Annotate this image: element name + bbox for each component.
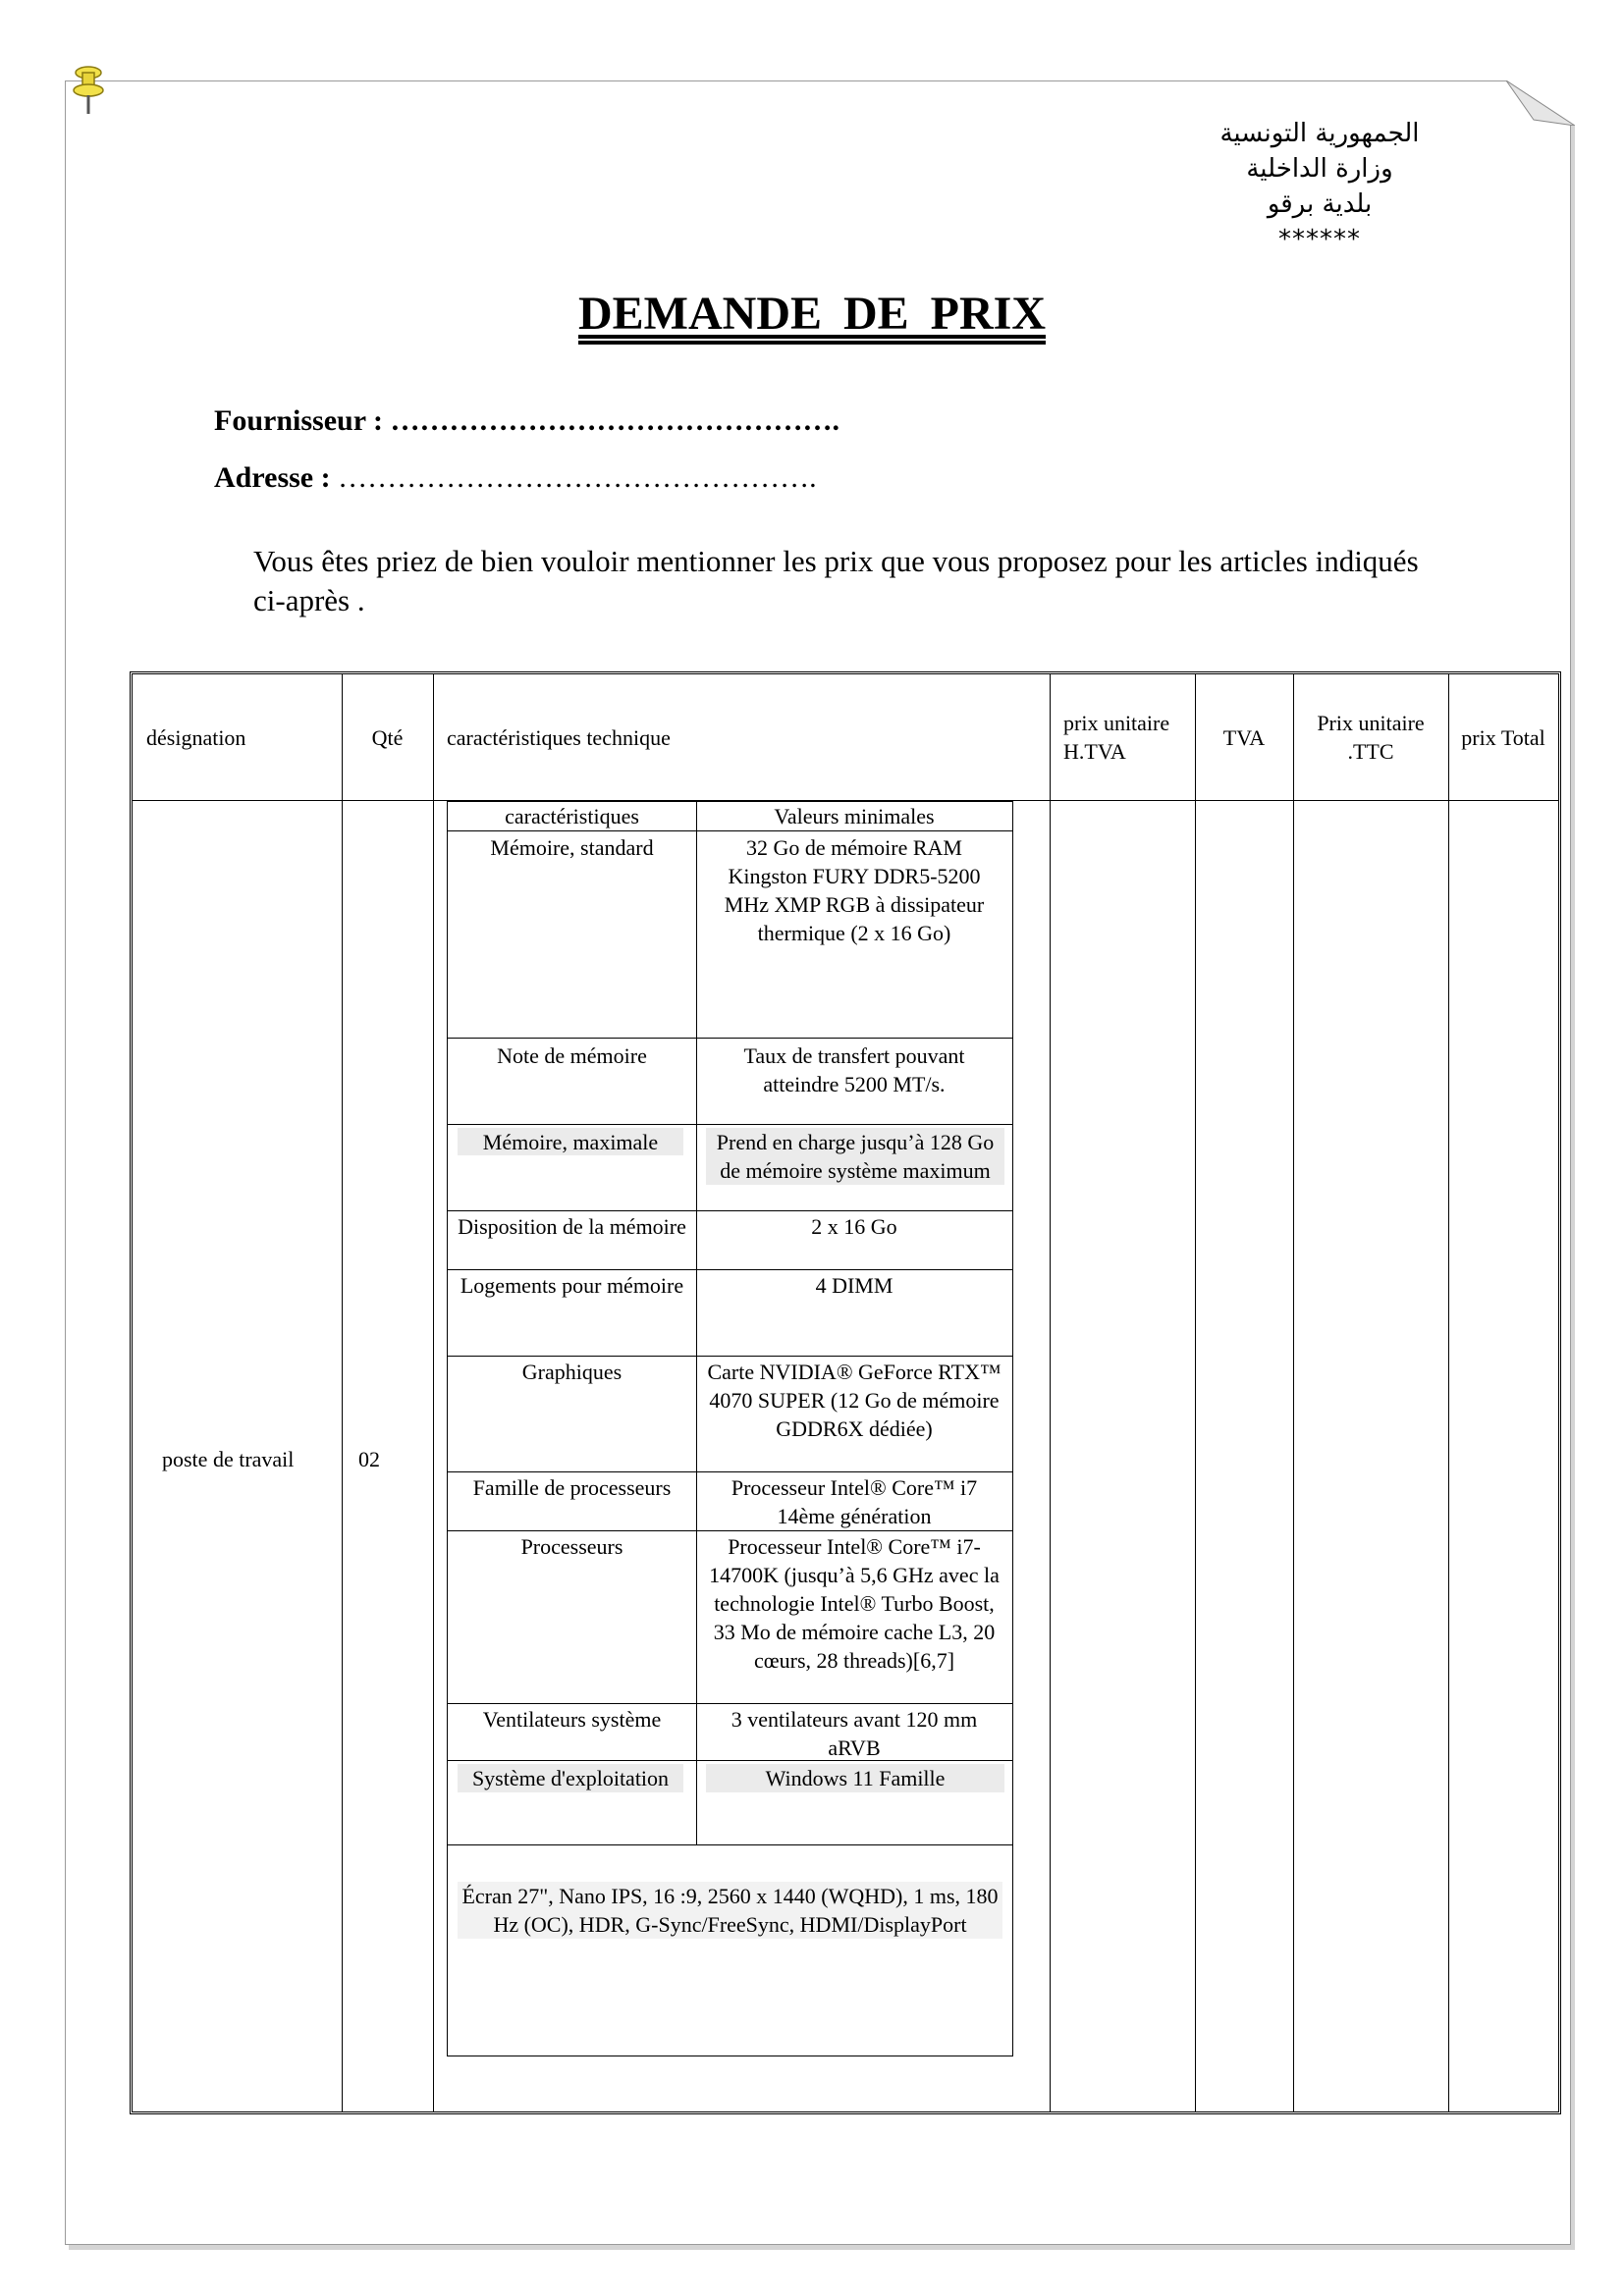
header-prix-unitaire-htva: prix unitaire H.TVA	[1063, 711, 1170, 764]
header-qte: Qté	[371, 724, 404, 750]
adresse-value: ………………………………………….	[338, 461, 817, 494]
spec-value: Processeur Intel® Core™ i7-14700K (jusqu’à 5,6 GHz avec la technologie Intel® Turbo Boost, 33 Mo de mémoire cache L3, 20 cœurs, 28 threads)[6,7]	[709, 1534, 1000, 1673]
header-stars: ******	[1278, 225, 1361, 254]
header-prix-total: prix Total	[1461, 724, 1545, 750]
header-republic: الجمهورية التونسية	[1219, 119, 1420, 148]
header-tva: TVA	[1222, 724, 1266, 750]
spec-key: Processeurs	[520, 1534, 623, 1559]
spec-value: 32 Go de mémoire RAM Kingston FURY DDR5-5200 MHz XMP RGB à dissipateur thermique (2 x 16 Go)	[724, 835, 985, 945]
header-municipality: بلدية برقو	[1267, 189, 1373, 219]
spec-table	[447, 801, 1013, 2056]
adresse-label: Adresse :	[214, 461, 339, 494]
page-title: DEMANDE DE PRIX	[578, 288, 1046, 340]
fournisseur-value: ……………………………………….	[390, 404, 839, 437]
fournisseur-label: Fournisseur :	[214, 404, 391, 437]
spec-key: Graphiques	[521, 1360, 623, 1384]
spec-value: Windows 11 Famille	[706, 1764, 1004, 1792]
header-ministry: وزارة الداخلية	[1246, 154, 1393, 184]
spec-key: Logements pour mémoire	[460, 1273, 684, 1298]
pushpin-icon	[71, 65, 106, 116]
spec-col-value: Valeurs minimales	[774, 804, 935, 828]
spec-value: Taux de transfert pouvant atteindre 5200 MT/s.	[743, 1043, 965, 1096]
spec-key: Système d'exploitation	[458, 1764, 683, 1792]
spec-key: Mémoire, standard	[490, 835, 654, 860]
spec-key: Disposition de la mémoire	[458, 1214, 686, 1239]
intro-paragraph: Vous êtes priez de bien vouloir mentionner les prix que vous proposez pour les articles indiqués ci-après .	[253, 544, 1419, 617]
ministry-header	[1192, 116, 1447, 257]
row-designation: poste de travail	[162, 1447, 295, 1471]
spec-screen: Écran 27", Nano IPS, 16 :9, 2560 x 1440 (WQHD), 1 ms, 180 Hz (OC), HDR, G-Sync/FreeSync, HDMI/DisplayPort	[458, 1882, 1002, 1939]
row-qte: 02	[358, 1447, 380, 1471]
fournisseur-field	[214, 404, 839, 438]
spec-value: Prend en charge jusqu’à 128 Go de mémoire système maximum	[706, 1128, 1004, 1185]
spec-key: Note de mémoire	[497, 1043, 647, 1068]
adresse-field	[214, 461, 817, 495]
page-fold-icon	[1506, 80, 1575, 126]
spec-value: Carte NVIDIA® GeForce RTX™ 4070 SUPER (12 Go de mémoire GDDR6X dédiée)	[707, 1360, 1001, 1441]
spec-key: Famille de processeurs	[472, 1475, 672, 1500]
spec-value: 4 DIMM	[815, 1273, 893, 1298]
header-caracteristiques: caractéristiques technique	[447, 724, 671, 750]
header-designation: désignation	[146, 724, 246, 750]
spec-value: Processeur Intel® Core™ i7 14ème génération	[731, 1475, 978, 1528]
spec-key: Mémoire, maximale	[458, 1128, 683, 1155]
header-prix-unitaire-ttc: Prix unitaire .TTC	[1317, 711, 1425, 764]
spec-key: Ventilateurs système	[482, 1707, 662, 1732]
spec-col-key: caractéristiques	[505, 804, 639, 828]
spec-value: 2 x 16 Go	[811, 1214, 897, 1239]
spec-value: 3 ventilateurs avant 120 mm aRVB	[731, 1707, 978, 1760]
